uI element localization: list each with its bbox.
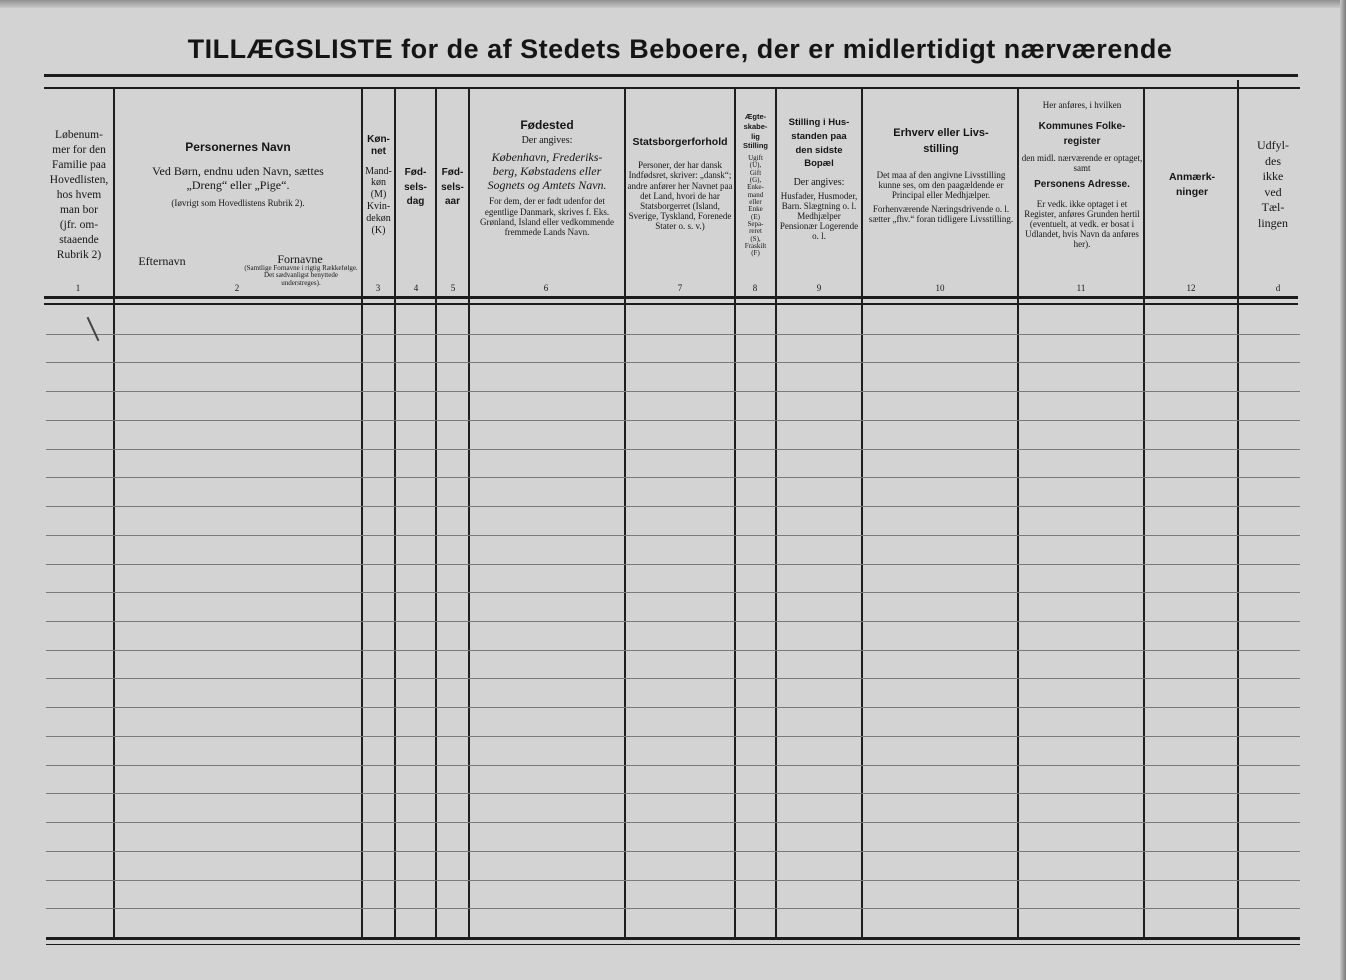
column-number: 10: [935, 283, 945, 293]
column-8-line: (S),: [750, 234, 761, 243]
bottom-thin-rule: [46, 944, 1300, 945]
column-10-header: [866, 126, 1016, 224]
column-8-line: (E): [751, 212, 760, 221]
column-7-header: [626, 136, 734, 231]
column-divider: [1143, 89, 1145, 940]
row-line: [46, 506, 1300, 507]
column-d-header: [1240, 138, 1306, 232]
column-9-sub: Der angives:: [793, 177, 845, 189]
column-divider: [1237, 80, 1239, 940]
row-line: [46, 650, 1300, 651]
column-4-heading: Fød- sels- dag: [404, 167, 427, 207]
column-8-line: (U),: [749, 161, 762, 170]
column-number: 2: [234, 283, 240, 293]
column-1-header: [44, 128, 114, 262]
column-3-line: (M): [370, 189, 387, 201]
column-7-text: Personer, der har dansk Indfødsret, skriver: „dansk“; andre anfører her Navnet paa det Land, hvori de har Statsborgerret (Island, Sverige, Tyskland, Forenede Stater o. s. v.): [627, 160, 733, 231]
column-5-heading: Fød- sels- aar: [441, 167, 464, 207]
scan-edge-top: [0, 0, 1346, 8]
row-line: [46, 793, 1300, 794]
column-11-heading: Kommunes Folke- register: [1038, 121, 1126, 147]
row-line: [46, 822, 1300, 823]
column-3-line: Kvin-: [366, 200, 391, 212]
column-d-line: Udfyl-: [1257, 138, 1289, 152]
column-2-note: (Iøvrigt som Hovedlistens Rubrik 2).: [171, 198, 305, 209]
bottom-rule: [46, 937, 1300, 940]
row-line: [46, 420, 1300, 421]
row-line: [46, 736, 1300, 737]
column-8-line: (G),: [749, 176, 762, 185]
column-number: 12: [1186, 283, 1196, 293]
column-10-heading: Erhverv eller Livs- stilling: [893, 127, 989, 155]
column-11-top: Her anføres, i hvilken: [1042, 100, 1122, 110]
column-6-header: [472, 118, 622, 237]
column-number: 1: [75, 283, 81, 293]
column-8-line: Enke-: [747, 183, 764, 192]
column-1-line: staaende: [59, 233, 99, 246]
column-8-line: Sepa-: [747, 220, 764, 229]
column-1-line: (jfr. om-: [59, 218, 99, 231]
column-11-heading2: Personens Adresse.: [1034, 179, 1130, 191]
top-rule: [44, 74, 1298, 77]
row-line: [46, 707, 1300, 708]
row-line: [46, 880, 1300, 881]
column-1-line: man bor: [59, 203, 98, 216]
column-1-line: Løbenum-: [55, 129, 103, 141]
row-line: [46, 449, 1300, 450]
header-top-rule: [44, 87, 1300, 89]
row-line: [46, 765, 1300, 766]
column-number: 7: [677, 283, 683, 293]
column-divider: [775, 89, 777, 940]
column-11-text: Er vedk. ikke optaget i et Register, anføres Grunden hertil (eventuelt, at vedk. er bosat i Udlandet, hvis Navn da anføres her).: [1024, 199, 1140, 250]
column-number: 5: [450, 283, 456, 293]
column-8-line: Fraskilt: [744, 242, 767, 251]
column-1-line: Rubrik 2): [56, 248, 102, 261]
column-2-text: Ved Børn, endnu uden Navn, sættes: [152, 164, 324, 179]
column-1-line: Familie paa: [52, 158, 106, 171]
column-divider: [394, 89, 396, 940]
column-1-line: mer for den: [52, 143, 106, 156]
header-double-rule: [44, 303, 1298, 305]
form-title: TILLÆGSLISTE for de af Stedets Beboere, der er midlertidigt nærværende: [187, 34, 1173, 64]
column-8-line: mand: [747, 190, 764, 199]
column-6-italic: København, Frederiks- berg, Købstadens eller Sognets og Amtets Navn.: [487, 149, 607, 193]
header-bottom-rule: [44, 296, 1298, 299]
row-line: [46, 362, 1300, 363]
column-3-line: dekøn: [366, 212, 391, 224]
column-2-header: [116, 140, 360, 209]
column-9-heading-line: Bopæl: [804, 158, 834, 170]
row-line: [46, 477, 1300, 478]
column-11-text: den midl. nærværende er optaget, samt: [1021, 153, 1143, 174]
column-2-heading: Personernes Navn: [185, 140, 291, 154]
column-7-heading: Statsborgerforhold: [632, 136, 728, 148]
row-line: [46, 592, 1300, 593]
column-divider: [1017, 89, 1019, 940]
column-2-firstname-label: Fornavne: [277, 252, 323, 266]
column-3-header: [363, 134, 394, 236]
column-9-heading-line: Stilling i Hus-: [788, 117, 850, 128]
column-divider: [861, 89, 863, 940]
column-8-line: Ugift: [748, 154, 763, 162]
row-line: [46, 391, 1300, 392]
column-d-line: lingen: [1258, 215, 1288, 230]
column-number: 8: [752, 283, 758, 293]
column-d-line: Tæl-: [1261, 200, 1285, 215]
column-8-header: [736, 112, 775, 258]
column-number: 6: [543, 283, 549, 293]
column-3-line: køn: [371, 177, 386, 189]
column-d-line: ved: [1264, 184, 1282, 199]
column-6-sub: Der angives:: [521, 135, 573, 147]
row-line: [46, 851, 1300, 852]
column-number: 9: [816, 283, 822, 293]
column-6-heading: Fødested: [520, 118, 574, 132]
column-11-header: [1021, 100, 1143, 249]
column-d-line: des: [1265, 153, 1281, 168]
column-6-text: For dem, der er født udenfor det egentlige Danmark, skrives f. Eks. Grønland, Island eller vedkommende fremmede Lands Navn.: [480, 196, 614, 237]
column-number: 4: [413, 283, 419, 293]
column-2-surname-label: Efternavn: [138, 254, 186, 268]
column-2-text: „Dreng“ eller „Pige“.: [186, 178, 290, 193]
column-3-line: (K): [371, 224, 386, 236]
column-number: d: [1275, 283, 1281, 293]
column-1-line: hos hvem: [56, 188, 102, 201]
column-8-line: reret: [749, 227, 762, 236]
column-9-header: [778, 116, 860, 241]
column-divider: [435, 89, 437, 940]
column-10-text: Det maa af den angivne Livsstilling kunne ses, om den paagældende er Principal eller Medhjælper.: [876, 169, 1006, 201]
column-12-heading: Anmærk- ninger: [1168, 171, 1216, 199]
row-line: [46, 621, 1300, 622]
row-line: [46, 535, 1300, 536]
column-9-heading-line: standen paa: [791, 130, 847, 142]
column-9-heading-line: den sidste: [795, 144, 843, 156]
scan-edge-right: [1340, 0, 1346, 980]
column-3-line: Mand-: [365, 165, 392, 177]
column-8-line: (F): [751, 249, 760, 258]
column-d-line: ikke: [1262, 169, 1284, 184]
column-8-line: Gift: [749, 168, 762, 177]
column-number: 11: [1076, 283, 1086, 293]
row-line: [46, 678, 1300, 679]
column-8-line: eller: [749, 198, 762, 207]
column-8-line: Enke: [748, 205, 763, 214]
column-number: 3: [375, 283, 381, 293]
column-3-heading: Køn- net: [367, 134, 390, 157]
row-line: [46, 334, 1300, 335]
column-divider: [468, 89, 470, 940]
column-8-heading: Ægte- skabe- lig Stilling: [743, 112, 768, 151]
column-10-text: Forhenværende Næringsdrivende o. l. sætter „fhv.“ foran tidligere Livsstilling.: [868, 204, 1014, 225]
row-line: [46, 908, 1300, 909]
column-2-firstname-note: (Samtlige Fornavne i rigtig Rækkefølge. Det sædvanligst benyttede understreges).: [244, 265, 358, 287]
column-1-line: Hovedlisten,: [49, 173, 109, 186]
column-9-text: Husfader, Husmoder, Barn. Slægtning o. l. Medhjælper Pensionær Logerende o. l.: [779, 190, 859, 242]
pencil-tick-mark: [87, 317, 100, 341]
row-line: [46, 564, 1300, 565]
